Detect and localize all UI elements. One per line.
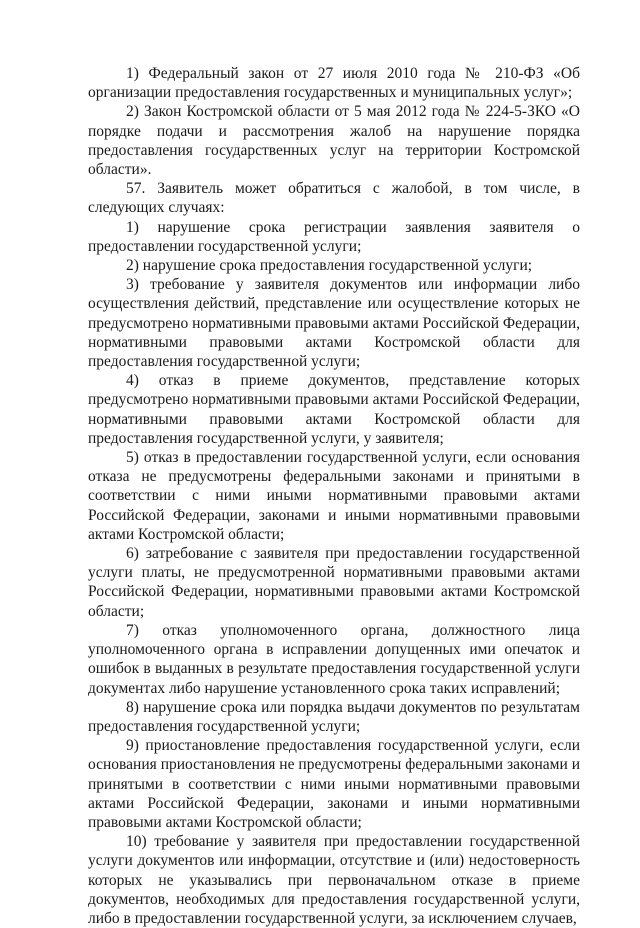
paragraph-case-10: 10) требование у заявителя при предоставлении государственной услуги документов или информации, отсутствие и (или) недостоверность которых не указывались при первоначальном отказе в приеме документов, необходимых для предоставления государственной услуги, либо в предоставлении государственной услуги, за исключением случаев, [88, 833, 580, 927]
paragraph-case-7: 7) отказ уполномоченного органа, должностного лица уполномоченного органа в исправлении допущенных ими опечаток и ошибок в выданных в результате предоставления государственной услуги документах либо нарушение установленного срока таких исправлений; [88, 621, 580, 697]
paragraph-law-210fz: 1) Федеральный закон от 27 июля 2010 года № 210-ФЗ «Об организации предоставления государственных и муниципальных услуг»; [88, 65, 580, 102]
paragraph-case-5: 5) отказ в предоставлении государственной услуги, если основания отказа не предусмотрены федеральными законами и принятыми в соответствии с ними иными нормативными правовыми актами Российской Федерации, законами и иными нормативными правовыми актами Костромской области; [88, 449, 580, 543]
paragraph-case-6: 6) затребование с заявителя при предоставлении государственной услуги платы, не предусмотренной нормативными правовыми актами Российской Федерации, нормативными правовыми актами Костромской области; [88, 545, 580, 620]
paragraph-case-1: 1) нарушение срока регистрации заявления заявителя о предоставлении государственной услуги; [88, 218, 580, 255]
paragraph-case-9: 9) приостановление предоставления государственной услуги, если основания приостановления не предусмотрены федеральными законами и принятыми в соответствии с ними иными нормативными правовыми актами Российской Федерации, законами и иными нормативными правовыми актами Костромской области; [88, 737, 580, 831]
paragraph-case-3: 3) требование у заявителя документов или информации либо осуществления действий, представление или осуществление которых не предусмотрено нормативными правовыми актами Российской Федерации, нормативными правовыми актами Костромской области для предоставления государственной услуги; [88, 276, 580, 371]
document-body [88, 64, 580, 928]
paragraph-article-57: 57. Заявитель может обратиться с жалобой, в том числе, в следующих случаях: [88, 180, 580, 217]
paragraph-case-4: 4) отказ в приеме документов, представление которых предусмотрено нормативными правовыми актами Российской Федерации, нормативными правовыми актами Костромской области для предоставления государственной услуги, у заявителя; [88, 372, 580, 447]
paragraph-case-8: 8) нарушение срока или порядка выдачи документов по результатам предоставления государственной услуги; [88, 698, 580, 735]
paragraph-case-2: 2) нарушение срока предоставления государственной услуги; [126, 257, 533, 275]
paragraph-law-kostroma: 2) Закон Костромской области от 5 мая 2012 года № 224-5-ЗКО «О порядке подачи и рассмотрения жалоб на нарушение порядка предоставления государственных услуг на территории Костромской области». [88, 103, 580, 179]
